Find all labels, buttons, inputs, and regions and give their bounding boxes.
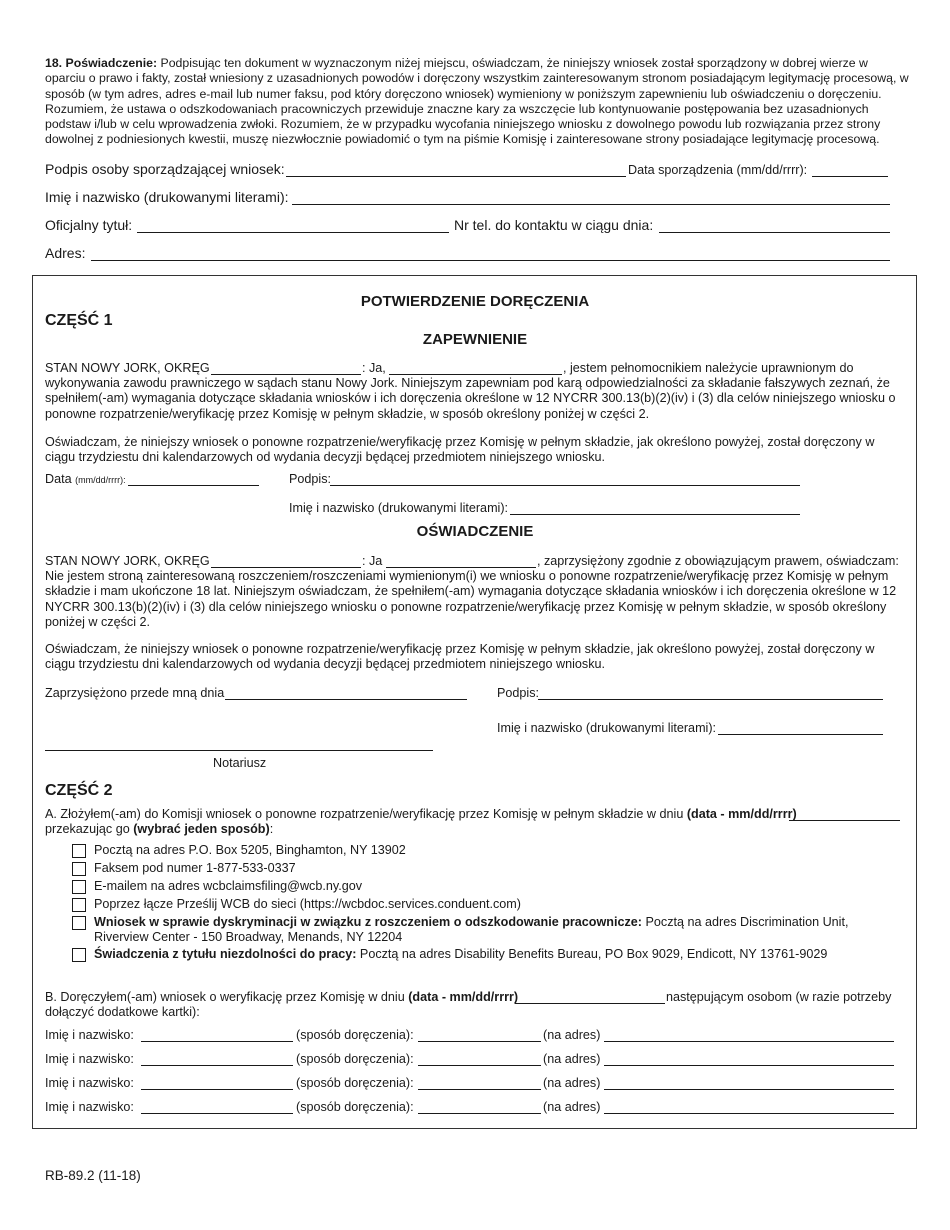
aff-date-text: Data <box>45 472 72 486</box>
aff-paragraph-1: wykonywania zawodu prawniczego w sądach stanu Nowy Jork. Niniejszym zapewniam pod karą odpowiedzialności za składanie fałszywych zeznań, że spełniłem(-am) wymagania dotyczące składania wniosków i ich doręczenia określone w 12 NYCRR 300.13(b)(2)(iv) i (3) dla celów niniejszego wniosku o ponowne rozpatrzenie/weryfikację przez Komisję w pełnym składzie, w sposób określony poniżej w części 2. <box>45 376 896 421</box>
part-2b-date-field[interactable] <box>515 1003 665 1004</box>
option-5-text: Pocztą na adres Discrimination Unit, Riverview Center - 150 Broadway, Menands, NY 12204 <box>94 915 849 944</box>
aff-date-field[interactable] <box>128 485 259 486</box>
service-row-2-name-field[interactable] <box>141 1065 293 1066</box>
part-2a-text-1: A. Złożyłem(-am) do Komisji wniosek o ponowne rozpatrzenie/weryfikację przez Komisję w pełnym składzie w dniu <box>45 807 687 821</box>
service-row-4-method-field[interactable] <box>418 1113 541 1114</box>
checkbox-mail-binghamton[interactable] <box>72 844 86 858</box>
st-paragraph-1: Nie jestem stroną zainteresowaną roszczeniem/roszczeniami wymienionym(i) we wniosku o ponowne rozpatrzenie/weryfikację przez Komisję w pełnym składzie i mam ukończone 18 lat. Niniejszym oświadczam, że spełniłem(-am) wymagania dotyczące składania wniosków i ich doręczenia określone w 12 NYCRR 300.13(b)(2)(iv) i (3) dla celów niniejszego wniosku o ponowne rozpatrzenie/weryfikację przez Komisję w pełnym składzie, w sposób określony poniżej w części 2. <box>45 569 897 629</box>
address-field[interactable] <box>91 260 890 261</box>
checkbox-email[interactable] <box>72 880 86 894</box>
preparation-date-field[interactable] <box>812 176 888 177</box>
aff-state-county-label: STAN NOWY JORK, OKRĘG <box>45 361 210 375</box>
service-row-1-method-label: (sposób doręczenia): <box>296 1028 414 1042</box>
service-row-4-address-field[interactable] <box>604 1113 894 1114</box>
aff-date-format: (mm/dd/rrrr): <box>75 475 126 485</box>
part-1-label: CZĘŚĆ 1 <box>45 312 113 329</box>
service-row-2-name-label: Imię i nazwisko: <box>45 1052 134 1066</box>
section-18-certification <box>45 56 910 148</box>
part-2-label: CZĘŚĆ 2 <box>45 782 113 799</box>
option-fax <box>94 861 894 876</box>
service-row-1-address-field[interactable] <box>604 1041 894 1042</box>
checkbox-discrimination[interactable] <box>72 916 86 930</box>
service-row-3-name-field[interactable] <box>141 1089 293 1090</box>
aff-printed-name-label: Imię i nazwisko (drukowanymi literami): <box>289 501 509 515</box>
notary-signature-field[interactable] <box>45 750 433 751</box>
st-paragraph-2: Oświadczam, że niniejszy wniosek o ponowne rozpatrzenie/weryfikację przez Komisję w pełnym składzie, jak określono powyżej, został doręczony w ciągu trzydziestu dni kalendarzowych od wydania decyzji będącej przedmiotem niniejszego wniosku. <box>45 642 875 672</box>
service-row-3-address-label: (na adres) <box>543 1076 601 1090</box>
sworn-before-label: Zaprzysiężono przede mną dnia <box>45 686 225 700</box>
proof-of-service-heading: POTWIERDZENIE DORĘCZENIA <box>360 293 590 310</box>
option-web-upload <box>94 897 894 912</box>
preparer-signature-field[interactable] <box>286 176 626 177</box>
aff-printed-name-field[interactable] <box>510 514 800 515</box>
service-row-3-method-field[interactable] <box>418 1089 541 1090</box>
st-declarant-text: , zaprzysiężony zgodnie z obowiązującym prawem, oświadczam: <box>537 554 899 568</box>
section-18-text: Podpisując ten dokument w wyznaczonym niżej miejscu, oświadczam, że niniejszy wniosek został sporządzony w dobrej wierze w oparciu o prawo i fakty, został wniesiony z uzasadnionych powodów i doręczony wszystkim zainteresowanym stronom posiadającym legitymację procesową, w sposób (w tym adres, adres e-mail lub numer faksu, pod który doręczono wniosek) wymieniony w poniższym zapewnieniu lub oświadczeniu o doręczeniu. Rozumiem, że ustawa o odszkodowaniach pracowniczych przewiduje znaczne kary za wszczęcie lub kontynuowanie postępowania bez uzasadnionych podstaw i/lub w celu wprowadzenia zwłoki. Rozumiem, że w przypadku wycofania niniejszego wniosku z dowolnego powodu lub rozwiązania przez strony dowolnej z podniesionych kwestii, muszę niezwłocznie powiadomić o tym na piśmie Komisję i zainteresowane strony posiadające legitymację procesową. <box>45 56 909 147</box>
option-6-text: Pocztą na adres Disability Benefits Bureau, PO Box 9029, Endicott, NY 13761-9029 <box>356 947 828 961</box>
printed-name-label: Imię i nazwisko (drukowanymi literami): <box>45 189 289 205</box>
option-disability <box>94 947 894 962</box>
preparer-signature-label: Podpis osoby sporządzającej wniosek: <box>45 161 285 177</box>
service-row-2-address-field[interactable] <box>604 1065 894 1066</box>
st-i-label: : Ja <box>362 554 383 568</box>
service-row-4-name-label: Imię i nazwisko: <box>45 1100 134 1114</box>
service-row-3-method-label: (sposób doręczenia): <box>296 1076 414 1090</box>
option-5-bold: Wniosek w sprawie dyskryminacji w związku z roszczeniem o odszkodowanie pracownicze: <box>94 915 642 929</box>
st-printed-name-field[interactable] <box>718 734 883 735</box>
service-row-1-address-label: (na adres) <box>543 1028 601 1042</box>
service-row-1-method-field[interactable] <box>418 1041 541 1042</box>
official-title-label: Oficjalny tytuł: <box>45 217 133 233</box>
notary-label: Notariusz <box>213 756 267 770</box>
service-row-2-method-label: (sposób doręczenia): <box>296 1052 414 1066</box>
service-row-2-method-field[interactable] <box>418 1065 541 1066</box>
option-2-text: Faksem pod numer 1-877-533-0337 <box>94 861 296 875</box>
service-row-2-address-label: (na adres) <box>543 1052 601 1066</box>
st-declarant-name-field[interactable] <box>386 567 536 568</box>
service-row-3-address-field[interactable] <box>604 1089 894 1090</box>
official-title-field[interactable] <box>137 232 449 233</box>
part-2a-date-format: (data - mm/dd/rrrr) <box>686 807 797 821</box>
st-printed-name-label: Imię i nazwisko (drukowanymi literami): <box>497 721 717 735</box>
preparation-date-label: Data sporządzenia (mm/dd/rrrr): <box>628 163 808 177</box>
option-mail-binghamton <box>94 843 894 858</box>
part-2a-line-2 <box>45 822 273 836</box>
st-state-county-label: STAN NOWY JORK, OKRĘG <box>45 554 210 568</box>
aff-county-field[interactable] <box>211 374 361 375</box>
part-2b-text-1: B. Doręczyłem(-am) wniosek o weryfikację przez Komisję w dniu <box>45 990 409 1004</box>
part-2a-line-1 <box>45 807 797 821</box>
part-2a-text-2: przekazując go <box>45 822 134 836</box>
service-row-1-name-label: Imię i nazwisko: <box>45 1028 134 1042</box>
service-row-1-name-field[interactable] <box>141 1041 293 1042</box>
aff-attorney-name-field[interactable] <box>389 374 562 375</box>
option-email <box>94 879 894 894</box>
aff-signature-label: Podpis: <box>289 472 332 486</box>
section-18-label: 18. Poświadczenie: <box>45 56 158 70</box>
sworn-date-field[interactable] <box>225 699 467 700</box>
aff-date-label <box>45 472 126 486</box>
printed-name-field[interactable] <box>292 204 890 205</box>
option-4-text: Poprzez łącze Prześlij WCB do sieci (https://wcbdoc.services.conduent.com) <box>94 897 521 911</box>
part-2b-text-2: następującym osobom (w razie potrzeby <box>666 990 892 1004</box>
service-row-4-method-label: (sposób doręczenia): <box>296 1100 414 1114</box>
part-2b-line-1 <box>45 990 518 1004</box>
st-signature-field[interactable] <box>538 699 883 700</box>
option-3-text: E-mailem na adres wcbclaimsfiling@wcb.ny.gov <box>94 879 363 893</box>
address-label: Adres: <box>45 245 86 261</box>
service-row-4-address-label: (na adres) <box>543 1100 601 1114</box>
daytime-phone-label: Nr tel. do kontaktu w ciągu dnia: <box>454 217 654 233</box>
statement-heading: OŚWIADCZENIE <box>416 523 534 540</box>
option-1-text: Pocztą na adres P.O. Box 5205, Binghamton, NY 13902 <box>94 843 406 857</box>
option-6-bold: Świadczenia z tytułu niezdolności do pracy: <box>94 947 357 961</box>
aff-attorney-text: , jestem pełnomocnikiem należycie uprawnionym do <box>563 361 854 375</box>
st-signature-label: Podpis: <box>497 686 540 700</box>
service-row-4-name-field[interactable] <box>141 1113 293 1114</box>
preparer-signature-row <box>45 161 285 179</box>
form-code: RB-89.2 (11-18) <box>45 1168 141 1183</box>
checkbox-disability[interactable] <box>72 948 86 962</box>
checkbox-fax[interactable] <box>72 862 86 876</box>
affirmation-heading: ZAPEWNIENIE <box>422 331 528 348</box>
aff-paragraph-2: Oświadczam, że niniejszy wniosek o ponowne rozpatrzenie/weryfikację przez Komisję w pełnym składzie, jak określono powyżej, został doręczony w ciągu trzydziestu dni kalendarzowych od wydania decyzji będącej przedmiotem niniejszego wniosku. <box>45 435 875 465</box>
st-county-field[interactable] <box>211 567 361 568</box>
part-2a-choose-one: (wybrać jeden sposób) <box>133 822 270 836</box>
aff-i-label: : Ja, <box>362 361 386 375</box>
option-discrimination <box>94 915 854 945</box>
part-2a-date-field[interactable] <box>789 820 900 821</box>
checkbox-web-upload[interactable] <box>72 898 86 912</box>
part-2b-text-3: dołączyć dodatkowe kartki): <box>45 1005 200 1019</box>
aff-signature-field[interactable] <box>330 485 800 486</box>
service-row-3-name-label: Imię i nazwisko: <box>45 1076 134 1090</box>
daytime-phone-field[interactable] <box>659 232 890 233</box>
part-2b-date-format: (data - mm/dd/rrrr) <box>408 990 519 1004</box>
part-2a-colon: : <box>269 822 274 836</box>
